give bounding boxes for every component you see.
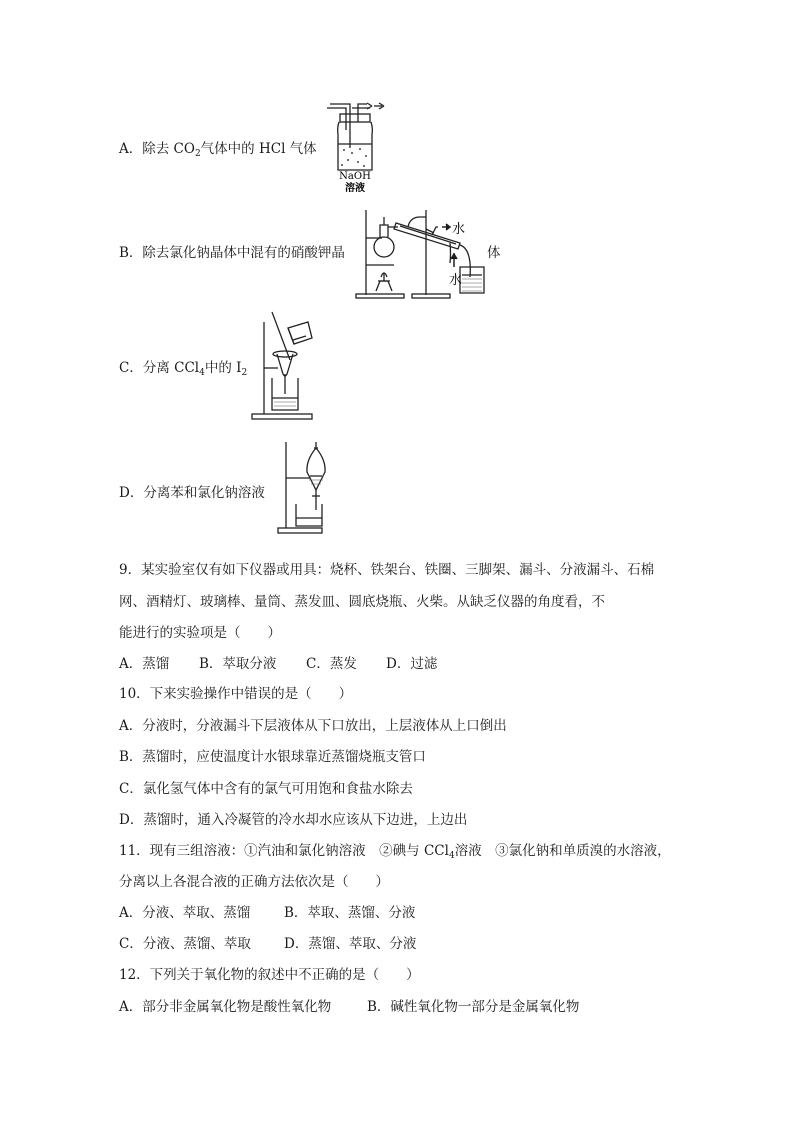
q12-option-a: A．部分非金属氧化物是酸性氧化物: [119, 999, 332, 1015]
q9-line-3: 能进行的实验项是（ ）: [119, 625, 281, 641]
option-a-prefix: A．除去 CO: [119, 141, 195, 157]
water-in-label: 水: [452, 222, 466, 237]
q11-line-2: 分离以上各混合液的正确方法依次是（ ）: [119, 874, 389, 890]
q11-option-c: C．分液、蒸馏、萃取: [119, 936, 251, 952]
option-d: [119, 485, 265, 501]
q10-option-a: A．分液时，分液漏斗下层液体从下口放出，上层液体从上口倒出: [119, 718, 507, 734]
q9-line-1: 9．某实验室仅有如下仪器或用具：烧杯、铁架台、铁圈、三脚架、漏斗、分液漏斗、石棉: [119, 562, 655, 578]
q11-option-d: D．蒸馏、萃取、分液: [284, 936, 417, 952]
option-a-suffix: 气体中的 HCl 气体: [200, 141, 317, 157]
q9-line-2: 网、酒精灯、玻璃棒、量筒、蒸发皿、圆底烧瓶、火柴。从缺乏仪器的角度看，不: [119, 594, 605, 610]
q11-line-1-b: 溶液 ③氯化钠和单质溴的水溶液，: [454, 843, 671, 859]
q9-option-b: B．萃取分液: [199, 656, 277, 672]
q11-option-a: A．分液、萃取、蒸馏: [119, 905, 251, 921]
q10-stem: 10．下来实验操作中错误的是（ ）: [119, 686, 353, 702]
q11-option-b: B．萃取、蒸馏、分液: [284, 905, 416, 921]
q10-option-b: B．蒸馏时，应使温度计水银球靠近蒸馏烧瓶支管口: [119, 749, 426, 765]
option-c-subscript-1: 4: [199, 368, 205, 378]
q12-option-b: B．碱性氧化物一部分是金属氧化物: [367, 999, 580, 1015]
option-b-text: B．除去氯化钠晶体中混有的硝酸钾晶: [119, 245, 345, 261]
filtration-apparatus-figure: [250, 310, 340, 422]
q12-stem: 12．下列关于氧化物的叙述中不正确的是（ ）: [119, 967, 420, 983]
q10-option-d: D．蒸馏时，通入冷凝管的冷水却水应该从下边进，上边出: [119, 812, 468, 828]
q9-option-d: D．过滤: [386, 656, 438, 672]
option-b: [119, 245, 345, 261]
gas-washing-bottle-figure: [322, 100, 392, 195]
option-c-prefix: C．分离 CCl: [119, 360, 200, 376]
option-d-text: D．分离苯和氯化钠溶液: [119, 485, 265, 501]
option-a: [119, 141, 317, 157]
separatory-funnel-figure: [276, 438, 346, 538]
q11-line-1: [119, 843, 671, 859]
q11-line-1-a: 11．现有三组溶液：①汽油和氯化钠溶液 ②碘与 CCl: [119, 843, 449, 859]
option-b-tail: 体: [487, 245, 501, 261]
water-out-label: 水: [449, 273, 463, 288]
option-c-middle: 中的 I: [204, 360, 242, 376]
option-c-subscript-2: 2: [241, 368, 248, 378]
q10-option-c: C．氯化氢气体中含有的氯气可用饱和食盐水除去: [119, 781, 413, 797]
q9-option-c: C．蒸发: [306, 656, 357, 672]
solution-label: 溶液: [345, 183, 365, 194]
naoh-label: NaOH: [339, 171, 371, 182]
distillation-apparatus-figure: [354, 205, 492, 300]
option-a-subscript: 2: [194, 149, 201, 159]
q9-option-a: A．蒸馏: [119, 656, 170, 672]
option-c: [119, 360, 247, 376]
q11-subscript: 4: [448, 851, 455, 861]
